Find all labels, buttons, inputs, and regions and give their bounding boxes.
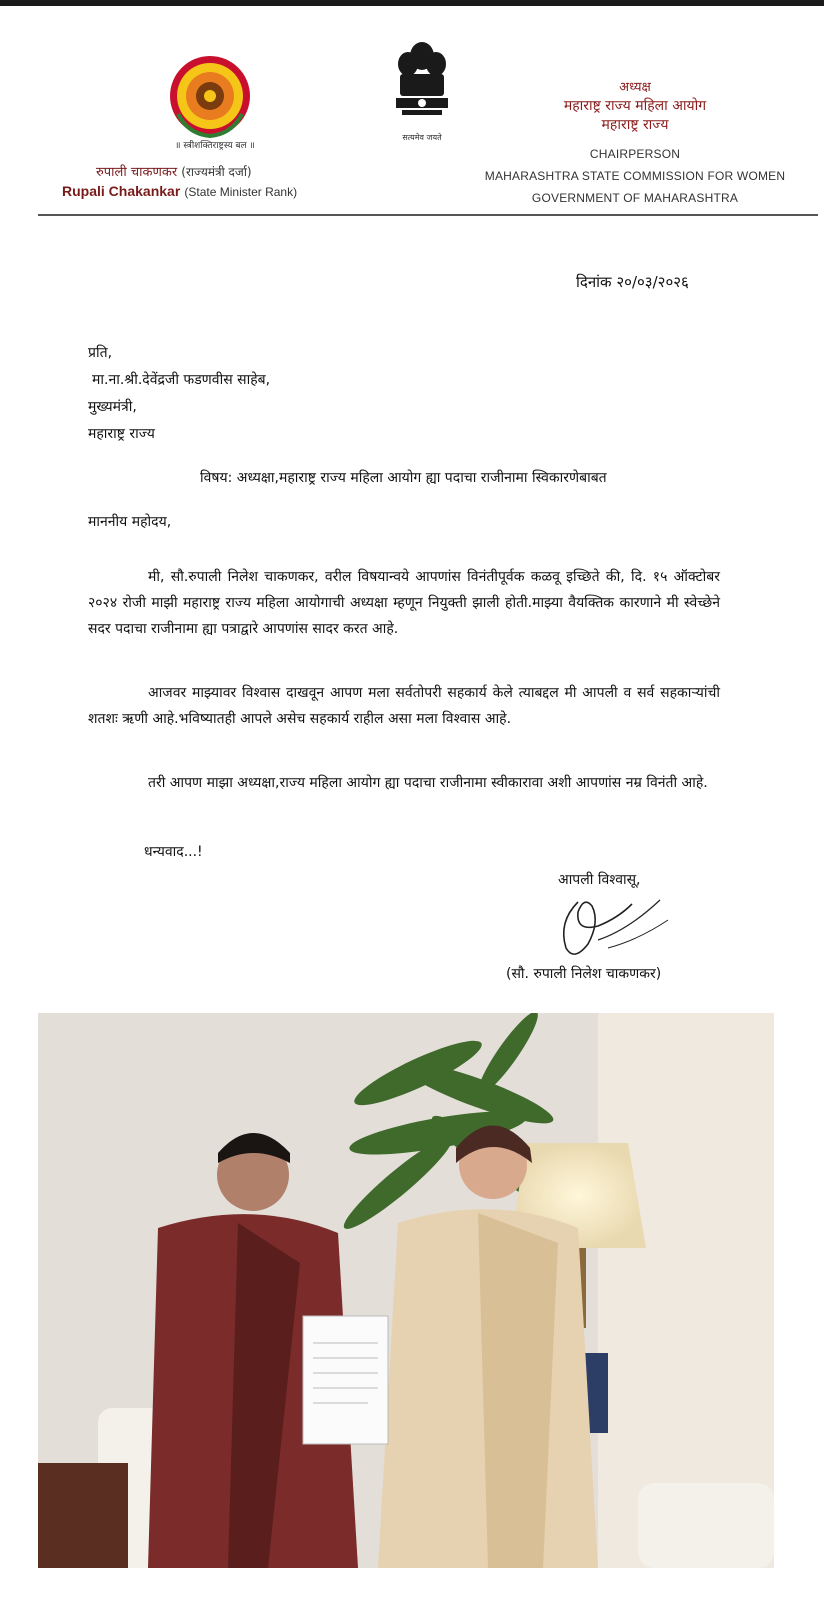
signer-name: (सौ. रुपाली निलेश चाकणकर) <box>506 966 662 982</box>
body-paragraph: आजवर माझ्यावर विश्वास दाखवून आपण मला सर्वतोपरी सहकार्य केले त्याबद्दल मी आपली व सर्व सहकाऱ्यांची शतशः ऋणी आहे.भविष्यातही आपले असेच सहकार्य राहील असा मला विश्वास आहे. <box>88 685 720 727</box>
closing-line: आपली विश्वासू, <box>558 872 641 888</box>
govt-english: GOVERNMENT OF MAHARASHTRA <box>531 191 739 205</box>
letter-subject: विषय: अध्यक्षा,महाराष्ट्र राज्य महिला आयोग ह्या पदाचा राजीनामा स्विकारणेबाबत <box>200 470 607 486</box>
motto: ॥ स्त्रीशक्तिराष्ट्रस्य बल ॥ <box>175 141 255 151</box>
thanks-line: धन्यवाद...! <box>144 844 203 860</box>
letter-date: दिनांक २०/०३/२०२६ <box>576 273 689 291</box>
title-marathi: अध्यक्ष <box>619 80 651 95</box>
rank-marathi: (राज्यमंत्री दर्जा) <box>181 165 252 179</box>
emblem-caption: सत्यमेव जयते <box>402 133 442 142</box>
body-paragraph: मी, सौ.रुपाली निलेश चाकणकर, वरील विषयान्वये आपणांस विनंतीपूर्वक कळवू इच्छिते की, दि. १५ ऑक्टोबर २०२४ रोजी माझी महाराष्ट्र राज्य महिला आयोगाची अध्यक्षा म्हणून नियुक्ती झाली होती.माझ्या वैयक्तिक कारणाने मी स्वेच्छेने सदर पदाचा राजीनामा ह्या पत्राद्वारे आपणांस सादर करत आहे. <box>88 569 720 637</box>
org-english: MAHARASHTRA STATE COMMISSION FOR WOMEN <box>484 169 786 183</box>
handover-photo <box>38 1013 774 1568</box>
govt-marathi: महाराष्ट्र राज्य <box>601 117 669 133</box>
rank-english: (State Minister Rank) <box>184 185 298 199</box>
chairperson-name-english <box>62 183 297 200</box>
body-paragraph: तरी आपण माझा अध्यक्षा,राज्य महिला आयोग ह्या पदाचा राजीनामा स्वीकारावा अशी आपणांस नम्र विनंती आहे. <box>148 775 708 791</box>
header-divider <box>38 214 818 216</box>
title-english: CHAIRPERSON <box>589 147 681 161</box>
address-line: प्रति, <box>88 345 113 361</box>
address-line: मुख्यमंत्री, <box>88 399 137 415</box>
national-emblem-icon <box>392 38 452 128</box>
letterhead-right <box>460 78 810 209</box>
address-line: महाराष्ट्र राज्य <box>88 426 155 442</box>
name-english: Rupali Chakankar <box>62 183 181 199</box>
chairperson-name-marathi <box>96 162 252 180</box>
top-bar <box>0 0 824 6</box>
salutation: माननीय महोदय, <box>88 514 172 530</box>
signature <box>548 882 678 968</box>
address-line: मा.ना.श्री.देवेंद्रजी फडणवीस साहेब, <box>92 372 271 388</box>
name-marathi: रुपाली चाकणकर <box>96 165 178 180</box>
recipient-address <box>88 340 270 448</box>
commission-logo <box>168 54 252 138</box>
org-marathi: महाराष्ट्र राज्य महिला आयोग <box>563 98 707 114</box>
